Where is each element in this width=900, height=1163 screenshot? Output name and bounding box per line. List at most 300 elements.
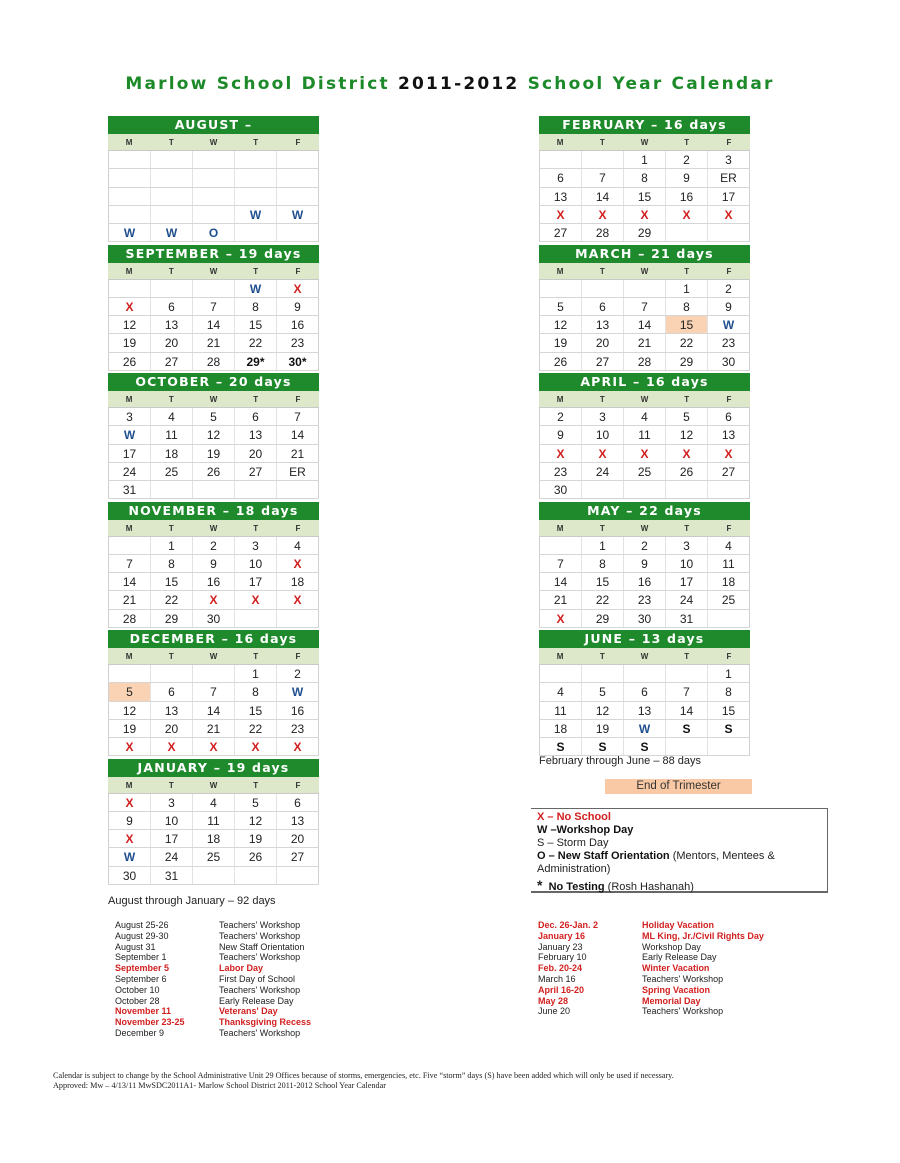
event-row [538, 920, 764, 931]
day-cell: 24 [582, 463, 624, 480]
day-cell: 8 [666, 298, 708, 315]
event-date: November 23-25 [115, 1017, 185, 1028]
day-cell: 22 [582, 591, 624, 608]
weekday-label: W [209, 395, 218, 404]
day-cell [108, 537, 151, 554]
day-cell: 18 [708, 573, 750, 590]
weekday-label: T [684, 652, 690, 661]
event-description: Workshop Day [642, 941, 701, 952]
day-cell: X [193, 738, 235, 755]
day-cell [277, 224, 319, 241]
day-cell: 8 [235, 298, 277, 315]
day-cell [235, 151, 277, 168]
week-row [108, 481, 319, 499]
day-cell [193, 665, 235, 682]
day-cell [108, 169, 151, 186]
event-description: Early Release Day [642, 952, 717, 963]
weekday-label: M [125, 652, 133, 661]
day-cell: W [235, 206, 277, 223]
day-cell [193, 188, 235, 205]
month-header: JANUARY – 19 days [108, 759, 319, 777]
day-cell: 5 [193, 408, 235, 425]
week-row [108, 683, 319, 701]
day-cell: 13 [151, 702, 193, 719]
day-cell: 12 [108, 702, 151, 719]
week-row [539, 353, 750, 371]
page-title [0, 74, 900, 94]
day-cell [108, 206, 151, 223]
event-row [538, 952, 764, 963]
week-row [108, 463, 319, 481]
day-cell: X [108, 794, 151, 811]
day-cell [235, 224, 277, 241]
day-cell: 29 [151, 610, 193, 627]
day-cell: 27 [277, 848, 319, 865]
day-cell: 23 [708, 334, 750, 351]
event-date: March 16 [538, 973, 576, 984]
day-cell: W [108, 848, 151, 865]
event-date: February 10 [538, 952, 587, 963]
week-row [539, 224, 750, 242]
weekday-label: T [684, 523, 690, 533]
day-cell [235, 481, 277, 498]
day-cell [151, 481, 193, 498]
day-cell: 11 [708, 555, 750, 572]
month-block [108, 245, 319, 371]
week-row [108, 610, 319, 628]
day-cell: 29 [624, 224, 666, 241]
footer-line-2: Approved: Mw – 4/13/11 MwSDC2011A1- Marlow School District 2011-2012 School Year Calendar [53, 1080, 386, 1090]
day-cell: 21 [108, 591, 151, 608]
weekday-label: T [253, 266, 259, 276]
day-cell: 5 [235, 794, 277, 811]
day-cell: 30 [539, 481, 582, 498]
event-row [115, 1006, 311, 1017]
day-cell: 15 [151, 573, 193, 590]
day-cell [193, 206, 235, 223]
day-cell: 18 [277, 573, 319, 590]
day-cell: 14 [193, 316, 235, 333]
day-cell: 18 [193, 830, 235, 847]
day-cell: X [277, 591, 319, 608]
day-cell: X [582, 445, 624, 462]
day-cell: 4 [624, 408, 666, 425]
weekday-label: T [168, 652, 174, 661]
day-cell: X [708, 445, 750, 462]
day-cell: 27 [235, 463, 277, 480]
day-cell: 2 [193, 537, 235, 554]
event-date: Dec. 26-Jan. 2 [538, 920, 599, 930]
event-description: Holiday Vacation [642, 920, 715, 930]
event-description: Labor Day [219, 963, 264, 974]
day-cell [151, 188, 193, 205]
week-row [539, 720, 750, 738]
day-cell: S [624, 738, 666, 755]
day-cell: 24 [108, 463, 151, 480]
day-cell: 3 [666, 537, 708, 554]
day-cell: 3 [582, 408, 624, 425]
day-cell: 27 [539, 224, 582, 241]
weekday-header-row [539, 263, 750, 280]
day-cell: 22 [151, 591, 193, 608]
event-description: Spring Vacation [642, 984, 711, 995]
day-cell [582, 151, 624, 168]
event-date: October 28 [115, 995, 160, 1006]
day-cell: 21 [193, 720, 235, 737]
weekday-label: M [556, 266, 564, 276]
day-cell: 11 [193, 812, 235, 829]
day-cell: 19 [582, 720, 624, 737]
day-cell: 15 [582, 573, 624, 590]
day-cell [666, 481, 708, 498]
footer-note [53, 1071, 674, 1090]
day-cell: 6 [624, 683, 666, 700]
day-cell: 8 [708, 683, 750, 700]
day-cell: 20 [277, 830, 319, 847]
summary-spring: February through June – 88 days [539, 755, 702, 767]
day-cell [151, 151, 193, 168]
day-cell: 12 [193, 426, 235, 443]
event-row [115, 996, 311, 1007]
day-cell: 29 [666, 353, 708, 370]
day-cell: 12 [666, 426, 708, 443]
day-cell: 2 [539, 408, 582, 425]
day-cell [624, 665, 666, 682]
weekday-header-row [539, 391, 750, 408]
legend-no-testing-label: No Testing [548, 881, 605, 893]
day-cell: 7 [624, 298, 666, 315]
legend-workshop: W –Workshop Day [537, 824, 634, 836]
day-cell [151, 280, 193, 297]
day-cell: 25 [708, 591, 750, 608]
month-header: MAY – 22 days [539, 502, 750, 520]
week-row [539, 481, 750, 499]
event-date: October 10 [115, 984, 160, 995]
day-cell: 22 [666, 334, 708, 351]
event-description: First Day of School [219, 973, 296, 984]
day-cell: X [108, 830, 151, 847]
weekday-header-row [108, 134, 319, 151]
weekday-label: F [295, 523, 301, 533]
day-cell [277, 481, 319, 498]
week-row [539, 445, 750, 463]
event-row [115, 920, 311, 931]
day-cell: S [582, 738, 624, 755]
weekday-header-row [108, 648, 319, 665]
day-cell: 9 [277, 298, 319, 315]
event-row [538, 1006, 764, 1017]
day-cell: 5 [539, 298, 582, 315]
event-date: August 25-26 [115, 920, 169, 930]
day-cell: 16 [277, 316, 319, 333]
legend-no-testing-note: (Rosh Hashanah) [604, 881, 694, 893]
day-cell: 8 [582, 555, 624, 572]
day-cell: 4 [151, 408, 193, 425]
event-description: Teachers' Workshop [642, 1006, 724, 1017]
week-row [108, 867, 319, 885]
weekday-label: M [125, 780, 133, 790]
day-cell: 25 [151, 463, 193, 480]
day-cell: X [539, 206, 582, 223]
day-cell: 20 [151, 720, 193, 737]
event-date: January 16 [538, 930, 586, 941]
week-row [108, 794, 319, 812]
day-cell: 13 [624, 702, 666, 719]
day-cell: ER [277, 463, 319, 480]
day-cell [708, 224, 750, 241]
day-cell [666, 665, 708, 682]
week-row [539, 537, 750, 555]
week-row [539, 463, 750, 481]
weekday-label: T [168, 395, 174, 404]
day-cell: 20 [235, 445, 277, 462]
day-cell [708, 610, 750, 627]
legend-box [531, 808, 828, 893]
weekday-label: M [556, 652, 564, 661]
day-cell [108, 151, 151, 168]
day-cell: 10 [235, 555, 277, 572]
event-row [538, 942, 764, 953]
weekday-label: M [556, 395, 564, 404]
day-cell: 21 [193, 334, 235, 351]
day-cell: X [108, 738, 151, 755]
month-header: OCTOBER – 20 days [108, 373, 319, 391]
day-cell: X [151, 738, 193, 755]
week-row [108, 738, 319, 756]
day-cell: 13 [708, 426, 750, 443]
day-cell: W [624, 720, 666, 737]
event-description: Teachers' Workshop [642, 973, 724, 984]
day-cell: 28 [108, 610, 151, 627]
weekday-label: W [209, 266, 218, 276]
day-cell: 2 [708, 280, 750, 297]
day-cell: 7 [666, 683, 708, 700]
week-row [539, 610, 750, 628]
weekday-label: M [125, 138, 133, 147]
day-cell: 26 [235, 848, 277, 865]
day-cell [193, 280, 235, 297]
week-row [539, 316, 750, 334]
day-cell: 2 [624, 537, 666, 554]
weekday-label: W [640, 266, 649, 276]
day-cell: 10 [151, 812, 193, 829]
day-cell: 1 [151, 537, 193, 554]
day-cell [151, 169, 193, 186]
day-cell: 29 [582, 610, 624, 627]
day-cell: 16 [624, 573, 666, 590]
events-list-fall [115, 920, 311, 1039]
day-cell: 18 [151, 445, 193, 462]
day-cell: X [539, 445, 582, 462]
day-cell: 14 [277, 426, 319, 443]
day-cell: X [277, 555, 319, 572]
day-cell: 25 [193, 848, 235, 865]
event-date: September 6 [115, 973, 167, 984]
day-cell: 9 [708, 298, 750, 315]
day-cell: X [582, 206, 624, 223]
day-cell [193, 481, 235, 498]
legend-orientation-label: O – New Staff Orientation [537, 850, 670, 862]
day-cell [108, 188, 151, 205]
day-cell [582, 280, 624, 297]
day-cell: 19 [108, 720, 151, 737]
weekday-label: T [253, 523, 259, 533]
weekday-label: W [640, 395, 649, 404]
day-cell: X [666, 445, 708, 462]
trimester-key: End of Trimester [605, 779, 752, 794]
day-cell: 3 [108, 408, 151, 425]
event-date: April 16-20 [538, 984, 585, 995]
event-row [115, 1028, 311, 1039]
day-cell: 10 [582, 426, 624, 443]
day-cell: 2 [666, 151, 708, 168]
day-cell: 12 [582, 702, 624, 719]
weekday-label: M [125, 523, 133, 533]
day-cell: W [108, 224, 151, 241]
day-cell: 15 [666, 316, 708, 333]
day-cell: X [277, 280, 319, 297]
day-cell [582, 665, 624, 682]
week-row [539, 738, 750, 756]
weekday-label: T [599, 523, 605, 533]
month-block [539, 630, 750, 756]
day-cell: 30 [708, 353, 750, 370]
event-row [538, 985, 764, 996]
day-cell: W [108, 426, 151, 443]
week-row [108, 591, 319, 609]
day-cell: 4 [539, 683, 582, 700]
week-row [539, 591, 750, 609]
week-row [539, 573, 750, 591]
day-cell: 8 [235, 683, 277, 700]
day-cell: 1 [582, 537, 624, 554]
day-cell: 2 [277, 665, 319, 682]
legend-star: * [537, 877, 543, 893]
day-cell: 15 [235, 702, 277, 719]
week-row [108, 334, 319, 352]
weekday-header-row [539, 520, 750, 537]
event-description: Teachers' Workshop [219, 920, 301, 930]
day-cell: 27 [708, 463, 750, 480]
day-cell: 28 [193, 353, 235, 370]
day-cell: 5 [108, 683, 151, 700]
day-cell: 10 [666, 555, 708, 572]
day-cell [624, 481, 666, 498]
weekday-header-row [108, 777, 319, 794]
event-row [538, 974, 764, 985]
day-cell: 13 [539, 188, 582, 205]
day-cell: 23 [277, 334, 319, 351]
day-cell: 6 [582, 298, 624, 315]
day-cell: 21 [277, 445, 319, 462]
day-cell: 14 [539, 573, 582, 590]
day-cell: 31 [151, 867, 193, 884]
event-row [115, 974, 311, 985]
event-date: June 20 [538, 1006, 571, 1017]
day-cell: 9 [624, 555, 666, 572]
day-cell: 9 [666, 169, 708, 186]
day-cell: 1 [708, 665, 750, 682]
weekday-label: T [253, 652, 259, 661]
event-row [115, 985, 311, 996]
day-cell [582, 481, 624, 498]
month-header: MARCH – 21 days [539, 245, 750, 263]
weekday-label: W [640, 652, 649, 661]
day-cell: X [539, 610, 582, 627]
day-cell: 3 [235, 537, 277, 554]
day-cell: 3 [708, 151, 750, 168]
event-date: November 11 [115, 1006, 172, 1017]
footer-line-1: Calendar is subject to change by the School Administrative Unit 29 Offices because of storms, emergencies, etc. Five “storm” days (S) have been added which will only be used if necessary. [53, 1071, 674, 1080]
day-cell: 12 [539, 316, 582, 333]
week-row [539, 702, 750, 720]
weekday-label: F [726, 652, 732, 661]
day-cell: 13 [235, 426, 277, 443]
day-cell: W [708, 316, 750, 333]
week-row [539, 683, 750, 701]
weekday-label: T [168, 523, 174, 533]
week-row [108, 848, 319, 866]
weekday-label: T [253, 780, 259, 790]
weekday-label: T [168, 266, 174, 276]
day-cell: 17 [708, 188, 750, 205]
day-cell: 19 [235, 830, 277, 847]
weekday-label: M [125, 395, 133, 404]
week-row [108, 298, 319, 316]
day-cell [708, 738, 750, 755]
day-cell: 22 [235, 720, 277, 737]
day-cell: X [708, 206, 750, 223]
day-cell: X [235, 738, 277, 755]
legend-storm: S – Storm Day [537, 837, 609, 849]
day-cell: 3 [151, 794, 193, 811]
day-cell: 13 [277, 812, 319, 829]
summary-fall: August through January – 92 days [108, 895, 276, 907]
day-cell [193, 169, 235, 186]
weekday-label: W [209, 780, 218, 790]
week-row [108, 316, 319, 334]
month-block [108, 630, 319, 756]
month-header: AUGUST – [108, 116, 319, 134]
day-cell [108, 665, 151, 682]
event-description: Memorial Day [642, 995, 701, 1006]
day-cell: 1 [235, 665, 277, 682]
day-cell: 26 [539, 353, 582, 370]
weekday-label: M [556, 523, 564, 533]
week-row [108, 555, 319, 573]
week-row [108, 537, 319, 555]
day-cell: 8 [151, 555, 193, 572]
day-cell: 9 [108, 812, 151, 829]
month-block [539, 116, 750, 242]
legend-orientation [537, 850, 821, 876]
event-date: Feb. 20-24 [538, 963, 583, 974]
day-cell: 4 [708, 537, 750, 554]
day-cell: 15 [235, 316, 277, 333]
day-cell: 25 [624, 463, 666, 480]
month-header: JUNE – 13 days [539, 630, 750, 648]
week-row [539, 280, 750, 298]
event-description: Teachers' Workshop [219, 984, 301, 995]
day-cell: 31 [108, 481, 151, 498]
weekday-label: T [684, 395, 690, 404]
day-cell [193, 151, 235, 168]
day-cell: S [708, 720, 750, 737]
day-cell: 26 [666, 463, 708, 480]
week-row [108, 445, 319, 463]
day-cell: X [624, 206, 666, 223]
day-cell [277, 169, 319, 186]
